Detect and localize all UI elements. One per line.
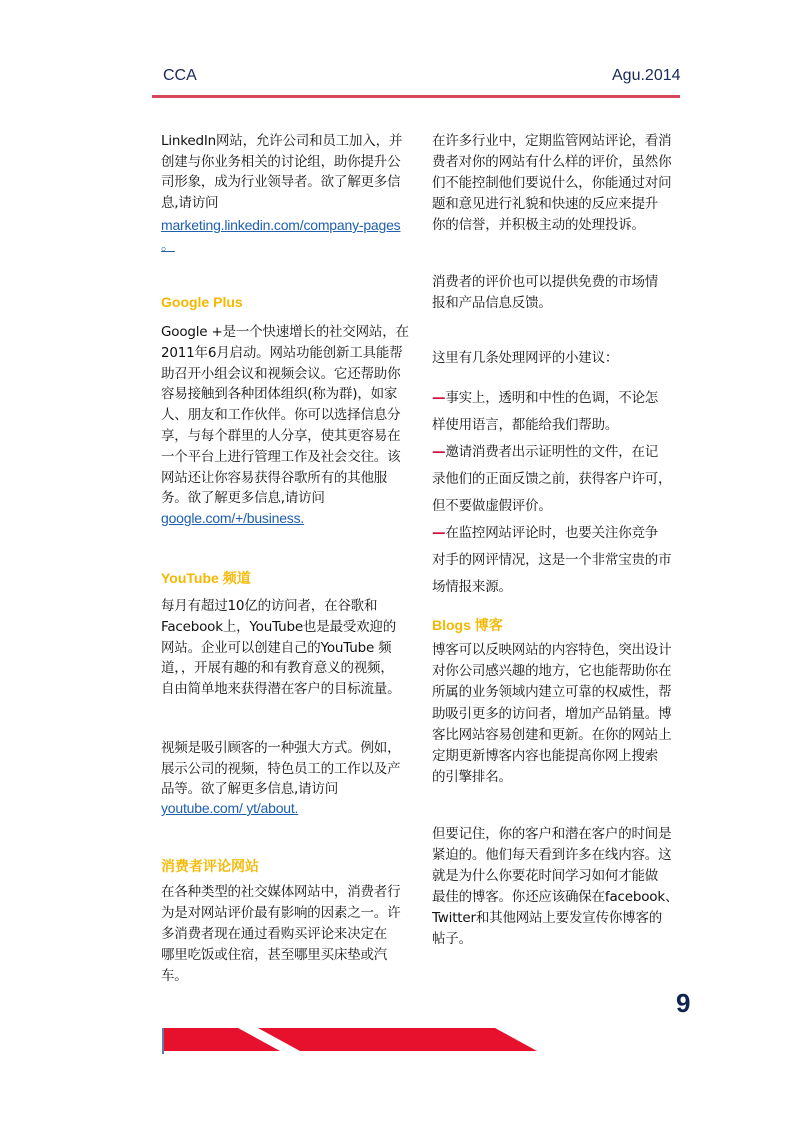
header-rule xyxy=(152,95,680,98)
text-line: 哪里吃饭或住宿，甚至哪里买床垫或汽 xyxy=(161,947,388,963)
text-line: 助召开小组会议和视频会议。它还帮助你 xyxy=(161,365,401,382)
text-line: 客比网站容易创建和更新。在你的网站上 xyxy=(432,726,672,743)
text-line: 费者对你的网站有什么样的评价，虽然你 xyxy=(432,154,672,170)
text-line: 题和意见进行礼貌和快速的反应来提升 xyxy=(432,196,659,212)
tips-intro xyxy=(432,348,618,368)
tip-text: 对手的网评情况，这是一个非常宝贵的市 xyxy=(432,552,672,568)
text-line: 所属的业务领域内建立可靠的权威性，帮 xyxy=(432,684,672,701)
text-line: 多消费者现在通过看购买评论来决定在 xyxy=(161,926,388,942)
text-line: 这里有几条处理网评的小建议： xyxy=(432,350,619,366)
footer-marker xyxy=(162,1028,164,1054)
text-line: LinkedIn网站，允许公司和员工加入，并 xyxy=(161,133,403,149)
linkedin-link[interactable]: marketing.linkedin.com/company-pages xyxy=(161,217,401,233)
dash-bullet-icon: — xyxy=(432,525,446,541)
text-line: 为是对网站评价最有影响的因素之一。许 xyxy=(161,905,401,921)
text-line: Facebook上，YouTube也是最受欢迎的 xyxy=(161,618,397,635)
text-line: 们不能控制他们要说什么，你能通过对问 xyxy=(432,175,672,191)
dash-bullet-icon: — xyxy=(432,444,446,460)
blogs-heading: Blogs 博客 xyxy=(432,617,503,633)
tip-text: 样使用语言，都能给我们帮助。 xyxy=(432,417,619,433)
text-line: 展示公司的视频，特色员工的工作以及产 xyxy=(161,760,401,777)
footer-band xyxy=(160,1025,540,1055)
text-line: 报和产品信息反馈。 xyxy=(432,294,552,311)
header-date: Agu.2014 xyxy=(612,67,681,84)
tip-line xyxy=(432,574,671,601)
text-line: 消费者的评价也可以提供免费的市场情 xyxy=(432,274,659,290)
text-line: Google +是一个快速增长的社交网站，在 xyxy=(161,324,409,340)
tip-text: 邀请消费者出示证明性的文件，在记 xyxy=(445,444,659,460)
header-left: CCA xyxy=(163,67,197,84)
text-line: 最佳的博客。你还应该确保在facebook、 xyxy=(432,889,679,905)
youtube-heading: YouTube 频道 xyxy=(161,570,251,586)
text-line: 务。欲了解更多信息,请访问 xyxy=(161,490,325,507)
text-line: 但要记住，你的客户和潜在客户的时间是 xyxy=(432,826,672,842)
tip-line xyxy=(432,493,671,520)
google-plus-heading: Google Plus xyxy=(161,294,243,310)
text-line: 车。 xyxy=(161,968,188,984)
text-line: 道，，开展有趣的和有教育意义的视频， xyxy=(161,660,394,677)
youtube-paragraph xyxy=(161,596,400,700)
text-line: 享，与每个群里的人分享，使其更容易在 xyxy=(161,427,401,444)
tips-list xyxy=(432,385,671,601)
google-plus-link[interactable]: google.com/+/business. xyxy=(161,510,305,526)
text-line: 定期更新博客内容也能提高你网上搜索 xyxy=(432,748,659,765)
text-line: 网站还让你容易获得谷歌所有的其他服 xyxy=(161,469,388,486)
text-line: 容易接触到各种团体组织(称为群)，如家 xyxy=(161,386,398,403)
text-line: 的引擎排名。 xyxy=(432,769,512,786)
text-line: 博客可以反映网站的内容特色，突出设计 xyxy=(432,642,672,658)
text-line: 视频是吸引顾客的一种强大方式。例如， xyxy=(161,740,401,756)
blogs-paragraph xyxy=(432,640,671,788)
tip-text: 录他们的正面反馈之前，获得客户许可， xyxy=(432,471,672,487)
text-line: 每月有超过10亿的访问者，在谷歌和 xyxy=(161,598,378,614)
linkedin-paragraph xyxy=(161,131,402,213)
text-line: 你的信誉，并积极主动的处理投诉。 xyxy=(432,217,645,233)
text-line: 对你公司感兴趣的地方，它也能帮助你在 xyxy=(432,663,672,680)
review-sites-paragraph xyxy=(161,882,400,987)
tip-text: 场情报来源。 xyxy=(432,579,512,595)
text-line: 一个平台上进行管理工作及社会交往。该 xyxy=(161,448,401,465)
footer-band-left xyxy=(164,1028,280,1051)
text-line: Twitter和其他网站上要发宣传你博客的 xyxy=(432,910,663,926)
tip-text: 事实上，透明和中性的色调，不论怎 xyxy=(445,390,659,406)
tip-text: 在监控网站评论时，也要关注你竞争 xyxy=(445,525,659,541)
text-line: 创建与你业务相关的讨论组，助你提升公 xyxy=(161,153,401,170)
monitoring-paragraph xyxy=(432,131,671,236)
tip-line xyxy=(432,520,671,547)
tip-line xyxy=(432,412,671,439)
text-line: 在各种类型的社交媒体网站中，消费者行 xyxy=(161,884,401,900)
linkedin-link-tail[interactable]: 。 xyxy=(161,237,175,253)
tip-line xyxy=(432,385,671,412)
text-line: 2011年6月启动。网站功能创新工具能帮 xyxy=(161,344,403,361)
text-line: 紧迫的。他们每天看到许多在线内容。这 xyxy=(432,847,672,863)
text-line: 司形象，成为行业领导者。欲了解更多信 xyxy=(161,174,401,190)
text-line: 息,请访问 xyxy=(161,194,219,211)
review-sites-heading: 消费者评论网站 xyxy=(161,858,259,874)
text-line: 网站。企业可以创建自己的YouTube 频 xyxy=(161,639,392,656)
text-line: 自由简单地来获得潜在客户的目标流量。 xyxy=(161,681,401,698)
tip-line xyxy=(432,439,671,466)
youtube-paragraph-2 xyxy=(161,738,400,800)
footer-band-right xyxy=(258,1028,537,1051)
tip-line xyxy=(432,547,671,574)
feedback-paragraph xyxy=(432,272,658,313)
text-line: 品等。欲了解更多信息,请访问 xyxy=(161,781,338,797)
tip-text: 但不要做虚假评价。 xyxy=(432,498,552,514)
dash-bullet-icon: — xyxy=(432,390,446,406)
text-line: 帖子。 xyxy=(432,931,472,947)
page-number: 9 xyxy=(676,988,691,1018)
text-line: 助吸引更多的访问者，增加产品销量。博 xyxy=(432,705,672,722)
tip-line xyxy=(432,466,671,493)
text-line: 人、朋友和工作伙伴。你可以选择信息分 xyxy=(161,407,401,424)
text-line: 就是为什么你要花时间学习如何才能做 xyxy=(432,868,659,884)
google-plus-paragraph xyxy=(161,322,409,509)
blogs-paragraph-2 xyxy=(432,824,678,950)
text-line: 在许多行业中，定期监管网站评论，看消 xyxy=(432,133,672,149)
youtube-link[interactable]: youtube.com/ yt/about. xyxy=(161,800,299,816)
